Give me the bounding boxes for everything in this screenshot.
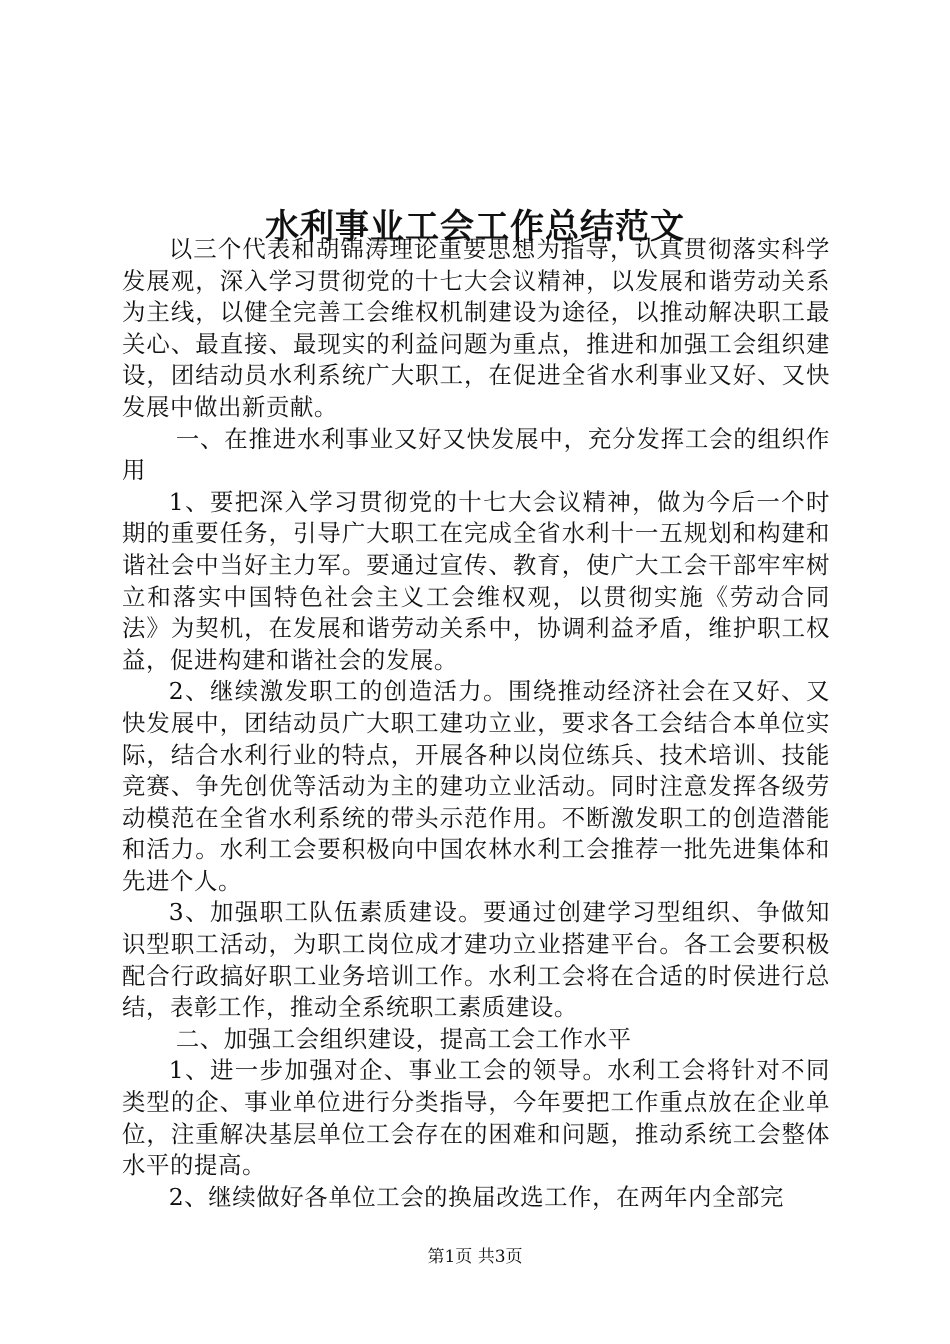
section-heading-2: 二、加强工会组织建设，提高工会工作水平 bbox=[175, 1024, 632, 1053]
paragraph-2-1: 1、进一步加强对企、事业工会的领导。水利工会将针对不同类型的企、事业单位进行分类指导，今年要把工作重点放在企业单位，注重解决基层单位工会存在的困难和问题，推动系统工会整体水平的提高。 bbox=[122, 1056, 830, 1180]
document-body bbox=[122, 234, 830, 1213]
section-heading-1: 一、在推进水利事业又好又快发展中，充分发挥工会的组织作用 bbox=[122, 424, 830, 485]
paragraph-intro: 以三个代表和胡锦涛理论重要思想为指导，认真贯彻落实科学发展观，深入学习贯彻党的十七大会议精神，以发展和谐劳动关系为主线，以健全完善工会维权机制建设为途径，以推动解决职工最关心、最直接、最现实的利益问题为重点，推进和加强工会组织建设，团结动员水利系统广大职工，在促进全省水利事业又好、又快发展中做出新贡献。 bbox=[122, 235, 830, 421]
document-title: 水利事业工会工作总结范文 bbox=[265, 206, 685, 247]
paragraph-1-3: 3、加强职工队伍素质建设。要通过创建学习型组织、争做知识型职工活动，为职工岗位成才建功立业搭建平台。各工会要积极配合行政搞好职工业务培训工作。水利工会将在合适的时侯进行总结，表彰工作，推动全系统职工素质建设。 bbox=[122, 898, 830, 1022]
paragraph-1-1: 1、要把深入学习贯彻党的十七大会议精神，做为今后一个时期的重要任务，引导广大职工在完成全省水利十一五规划和构建和谐社会中当好主力军。要通过宣传、教育，使广大工会干部牢牢树立和落实中国特色社会主义工会维权观，以贯彻实施《劳动合同法》为契机，在发展和谐劳动关系中，协调利益矛盾，维护职工权益，促进构建和谐社会的发展。 bbox=[122, 487, 830, 674]
paragraph-1-2: 2、继续激发职工的创造活力。围绕推动经济社会在又好、又快发展中，团结动员广大职工建功立业，要求各工会结合本单位实际，结合水利行业的特点，开展各种以岗位练兵、技术培训、技能竞赛、争先创优等活动为主的建功立业活动。同时注意发挥各级劳动模范在全省水利系统的带头示范作用。不断激发职工的创造潜能和活力。水利工会要积极向中国农林水利工会推荐一批先进集体和先进个人。 bbox=[122, 677, 830, 895]
page-footer: 第1页 共3页 bbox=[427, 1247, 523, 1267]
paragraph-2-2: 2、继续做好各单位工会的换届改选工作，在两年内全部完 bbox=[168, 1182, 785, 1211]
